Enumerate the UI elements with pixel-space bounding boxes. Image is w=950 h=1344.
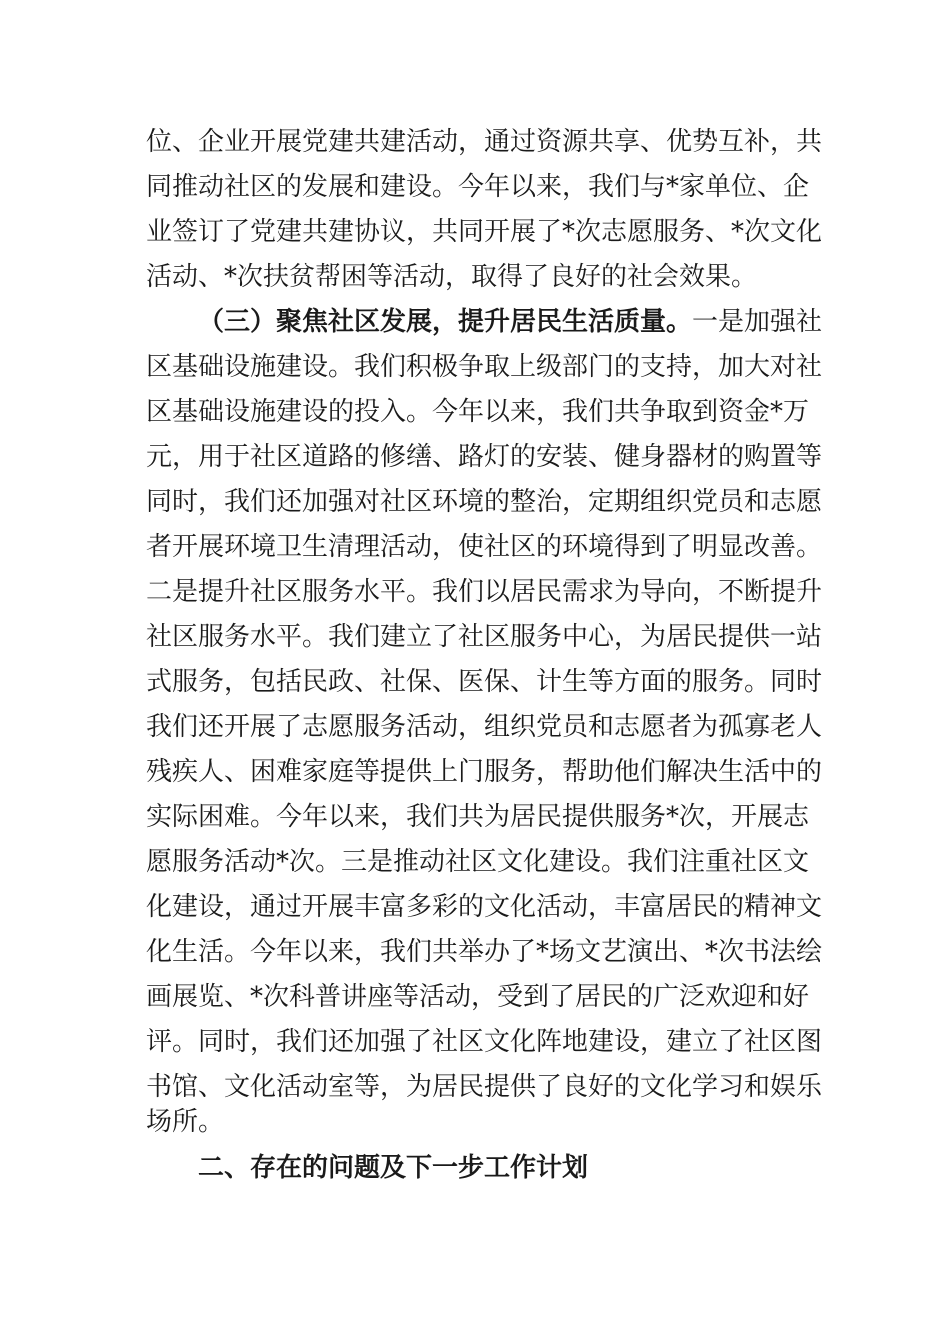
section-subheading: （三）聚焦社区发展，提升居民生活质量。 [198,307,693,337]
text-line: 画展览、*次科普讲座等活动，受到了居民的广泛欢迎和好 [146,982,810,1012]
section-heading: 二、存在的问题及下一步工作计划 [198,1153,589,1183]
text-line: 活动、*次扶贫帮困等活动，取得了良好的社会效果。 [146,262,758,292]
text-line: 实际困难。今年以来，我们共为居民提供服务*次，开展志 [146,802,810,832]
text-line: 愿服务活动*次。三是推动社区文化建设。我们注重社区文 [146,847,810,877]
text-line: 者开展环境卫生清理活动，使社区的环境得到了明显改善。 [146,532,823,562]
text-line: 区基础设施建设的投入。今年以来，我们共争取到资金*万 [146,397,810,427]
text-line: 式服务，包括民政、社保、医保、计生等方面的服务。同时 [146,667,823,697]
text-line: 二是提升社区服务水平。我们以居民需求为导向，不断提升 [146,577,823,607]
text-line: 同时，我们还加强对社区环境的整治，定期组织党员和志愿 [146,487,823,517]
text-line: 评。同时，我们还加强了社区文化阵地建设，建立了社区图 [146,1027,823,1057]
text-line: 化生活。今年以来，我们共举办了*场文艺演出、*次书法绘 [146,937,823,967]
text-span: 一是加强社 [692,307,823,337]
text-line: 业签订了党建共建协议，共同开展了*次志愿服务、*次文化 [146,217,823,247]
text-line: 场所。 [146,1107,225,1137]
text-line: 社区服务水平。我们建立了社区服务中心，为居民提供一站 [146,622,823,652]
text-line: 位、企业开展党建共建活动，通过资源共享、优势互补，共 [146,127,823,157]
text-line: 化建设，通过开展丰富多彩的文化活动，丰富居民的精神文 [146,892,823,922]
text-line: 同推动社区的发展和建设。今年以来，我们与*家单位、企 [146,172,810,202]
section-subheading-line [198,302,823,342]
text-line: 书馆、文化活动室等，为居民提供了良好的文化学习和娱乐 [146,1072,823,1102]
text-line: 元，用于社区道路的修缮、路灯的安装、健身器材的购置等 [146,442,823,472]
text-line: 区基础设施建设。我们积极争取上级部门的支持，加大对社 [146,352,823,382]
text-line: 残疾人、困难家庭等提供上门服务，帮助他们解决生活中的 [146,757,823,787]
text-line: 我们还开展了志愿服务活动，组织党员和志愿者为孤寡老人 [146,712,823,742]
